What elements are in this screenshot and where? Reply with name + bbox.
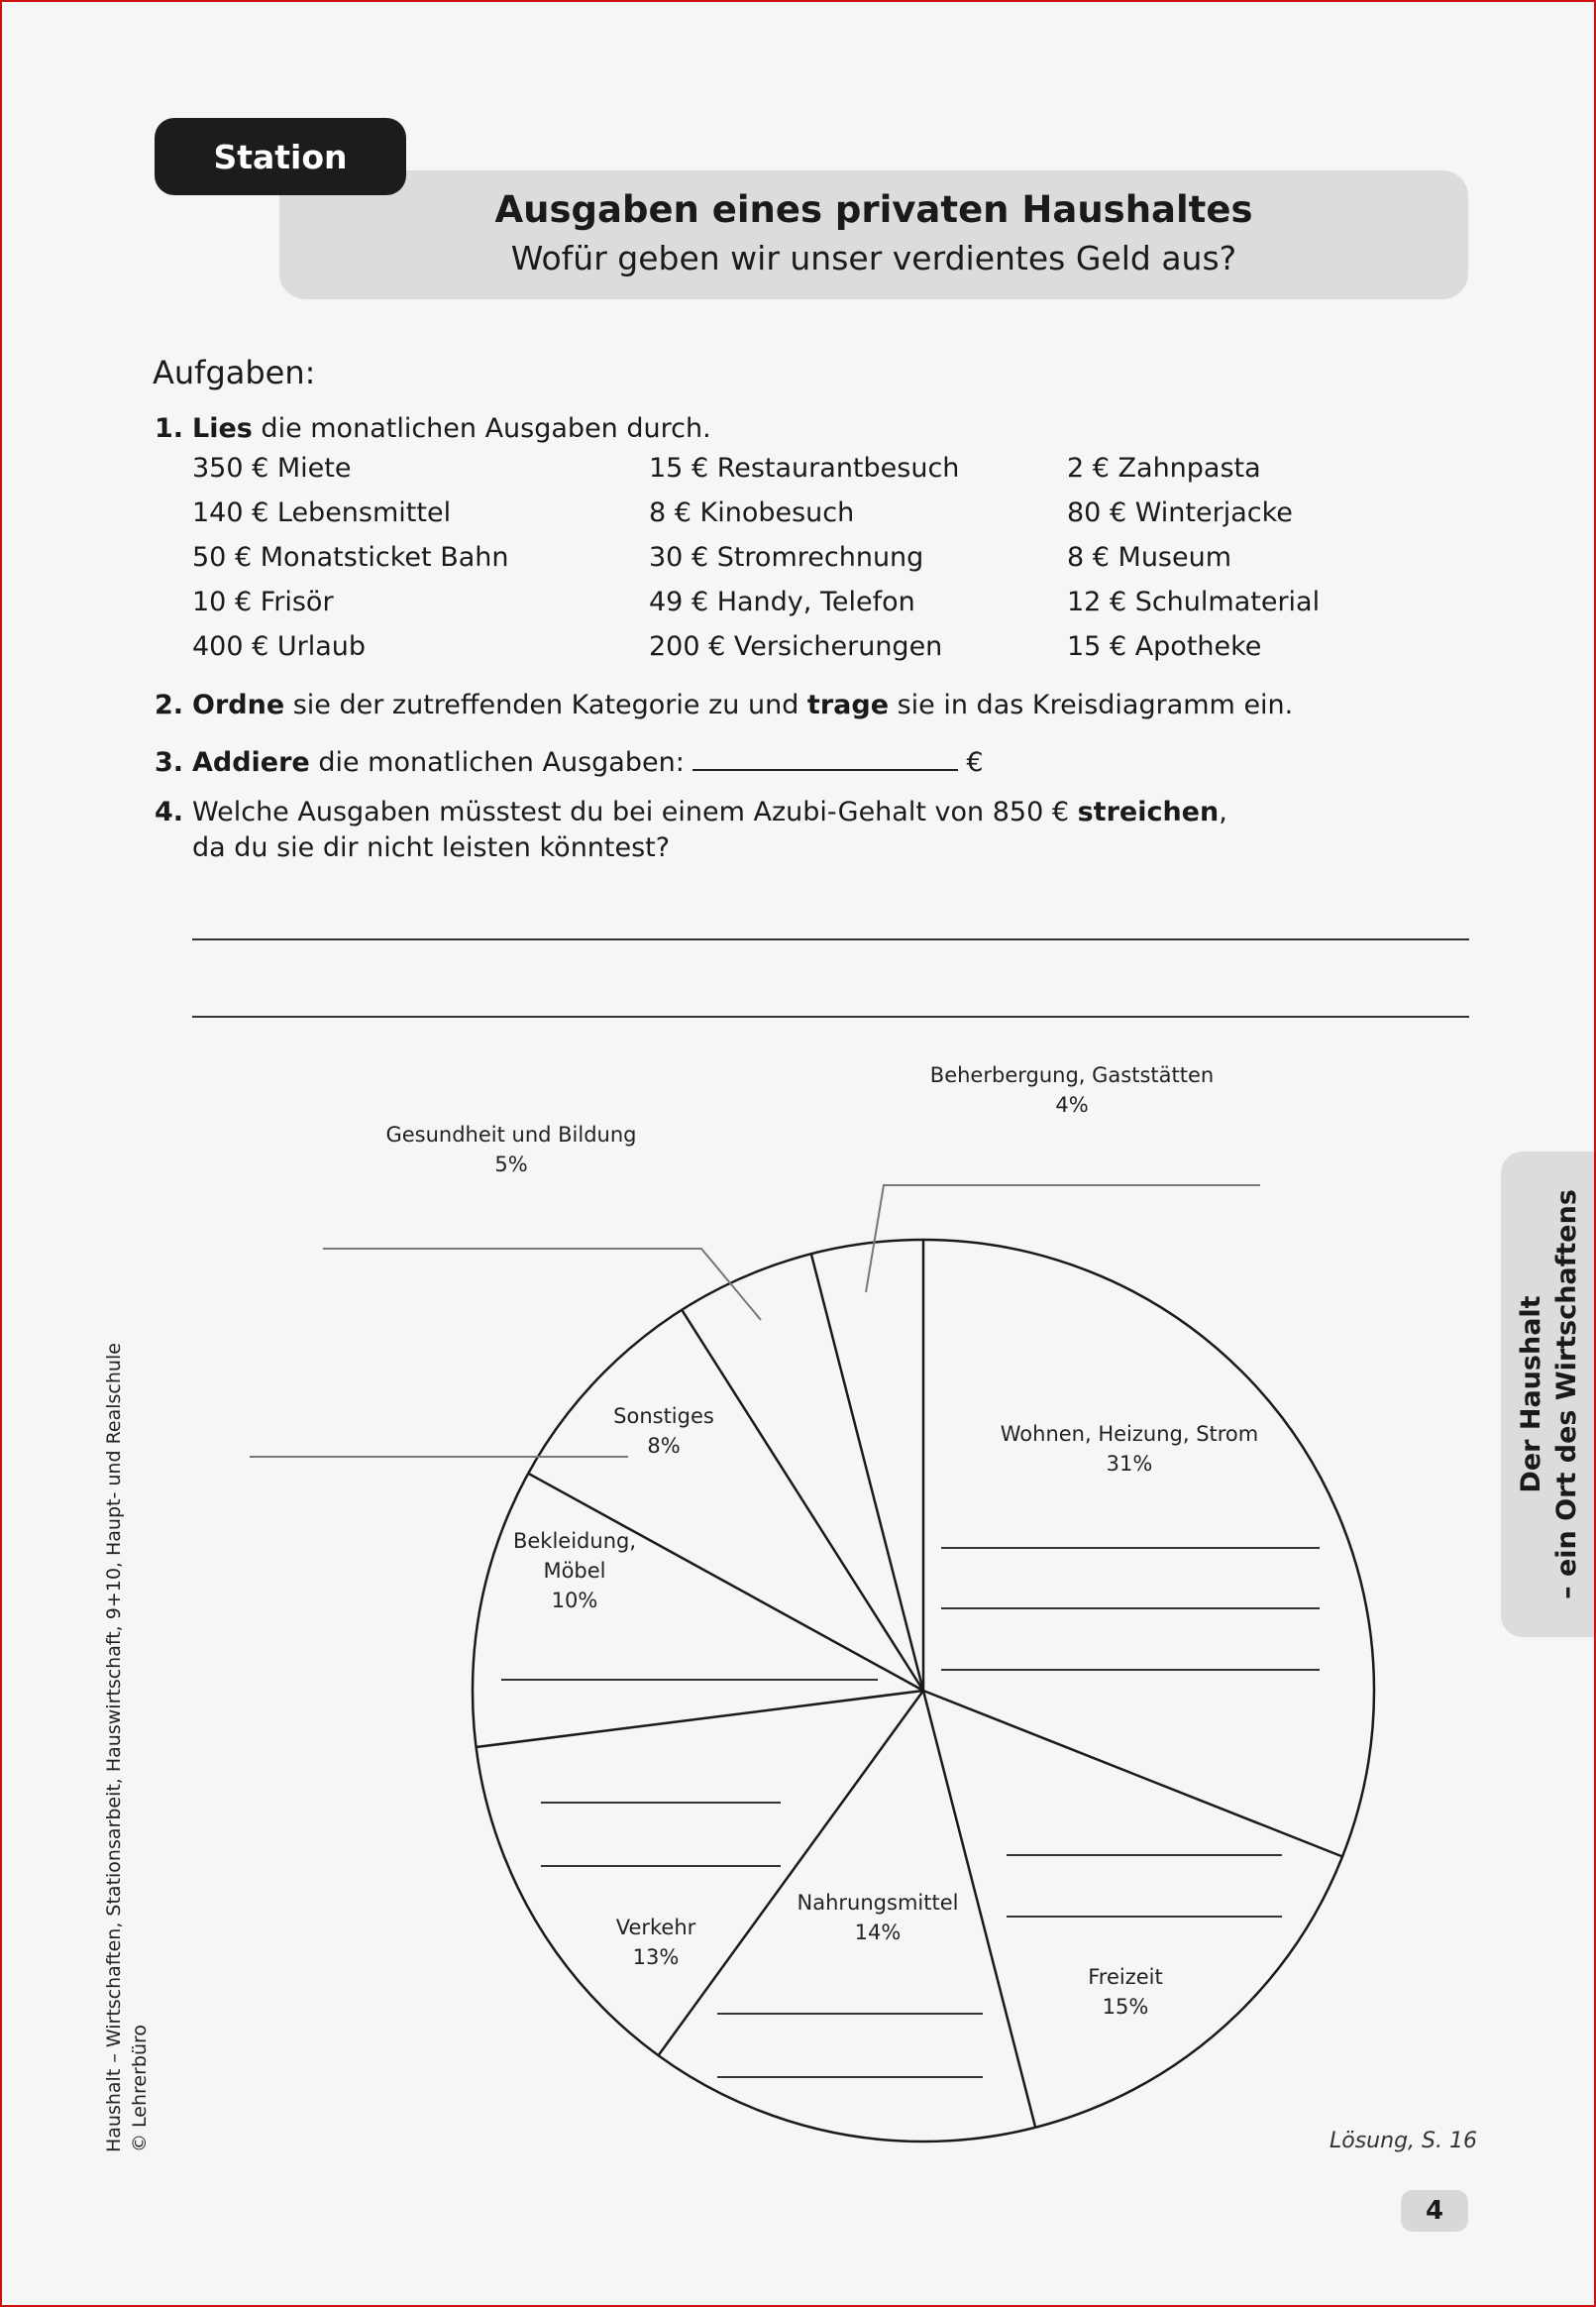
expense-item: 8 € Museum [1067, 542, 1232, 573]
task-number: 3. [155, 747, 184, 778]
task-text: , [1219, 797, 1227, 827]
slice-percent: 15% [1102, 1995, 1149, 2019]
slice-label: Nahrungsmittel [797, 1891, 959, 1915]
slice-percent: 31% [1106, 1452, 1153, 1476]
section-title: Der Haushalt [1516, 1295, 1546, 1493]
currency-symbol: € [966, 747, 984, 778]
page-title: Ausgaben eines privaten Haushaltes [494, 188, 1253, 231]
book-credit: Haushalt – Wirtschaften, Stationsarbeit, Hauswirtschaft, 9+10, Haupt- und Realschule [103, 1343, 125, 2152]
expense-item: 15 € Apotheke [1067, 631, 1262, 662]
task-number: 4. [155, 797, 184, 827]
task-text: da du sie dir nicht leisten könntest? [192, 832, 671, 863]
slice-label: Freizeit [1088, 1965, 1163, 1989]
expense-item: 2 € Zahnpasta [1067, 453, 1261, 484]
expense-item: 12 € Schulmaterial [1067, 587, 1321, 617]
publisher-credit: © Lehrerbüro [129, 2024, 151, 2152]
expense-item: 15 € Restaurantbesuch [649, 453, 960, 484]
pie-chart [2, 2, 1594, 2305]
expense-item: 8 € Kinobesuch [649, 497, 855, 528]
station-tab: Station [155, 118, 406, 195]
expense-item: 80 € Winterjacke [1067, 497, 1293, 528]
pie-labels [385, 1063, 1258, 2019]
slice-percent: 14% [854, 1921, 902, 1944]
slice-percent: 4% [1055, 1093, 1089, 1117]
slice-label: Sonstiges [613, 1404, 714, 1428]
page-subtitle: Wofür geben wir unser verdientes Geld aus? [510, 239, 1237, 277]
expense-item: 30 € Stromrechnung [649, 542, 924, 573]
expense-item: 400 € Urlaub [192, 631, 367, 662]
task-number: 1. [155, 413, 184, 444]
page-number: 4 [1401, 2190, 1468, 2232]
expense-item: 350 € Miete [192, 453, 352, 484]
tasks-heading: Aufgaben: [153, 354, 316, 391]
pie-slice-boundary [682, 1310, 923, 1691]
slice-percent: 5% [494, 1153, 528, 1176]
expense-item: 50 € Monatsticket Bahn [192, 542, 509, 573]
pie-wedges [473, 1240, 1374, 2142]
task-verb: Addiere [192, 747, 310, 778]
slice-label: Beherbergung, Gaststätten [929, 1063, 1215, 1087]
pie-slice-boundary [923, 1691, 1342, 1856]
section-subtitle: – ein Ort des Wirtschaftens [1551, 1189, 1582, 1599]
pie-slice-boundary [659, 1691, 923, 2055]
task-text: Welche Ausgaben müsstest du bei einem Azubi-Gehalt von 850 € [192, 797, 1078, 827]
task-verb: Ordne [192, 690, 285, 720]
task-text: sie in das Kreisdiagramm ein. [889, 690, 1294, 720]
task-text: die monatlichen Ausgaben: [309, 747, 693, 778]
pie-slice-boundary [811, 1254, 923, 1691]
section-side-tab [1501, 1152, 1596, 1637]
slice-label: Verkehr [615, 1916, 696, 1939]
task-text: sie der zutreffenden Kategorie zu und [284, 690, 807, 720]
expense-item: 140 € Lebensmittel [192, 497, 452, 528]
slice-label: Bekleidung, Möbel [512, 1529, 637, 1583]
expense-item: 10 € Frisör [192, 587, 334, 617]
slice-percent: 10% [551, 1589, 598, 1612]
slice-percent: 13% [632, 1945, 680, 1969]
task-number: 2. [155, 690, 184, 720]
leader-line [323, 1249, 761, 1320]
task-verb: streichen [1077, 797, 1220, 827]
pie-slice-boundary [477, 1691, 923, 1747]
slice-label: Gesundheit und Bildung [385, 1123, 637, 1147]
expense-item: 49 € Handy, Telefon [649, 587, 915, 617]
task-text: die monatlichen Ausgaben durch. [252, 413, 711, 444]
slice-label: Wohnen, Heizung, Strom [1000, 1422, 1259, 1446]
task-verb: Lies [192, 413, 253, 444]
expense-item: 200 € Versicherungen [649, 631, 943, 662]
pie-annotations [250, 1185, 1320, 2077]
task-verb: trage [806, 690, 890, 720]
slice-percent: 8% [647, 1434, 681, 1458]
solution-reference: Lösung, S. 16 [1330, 2129, 1477, 2153]
